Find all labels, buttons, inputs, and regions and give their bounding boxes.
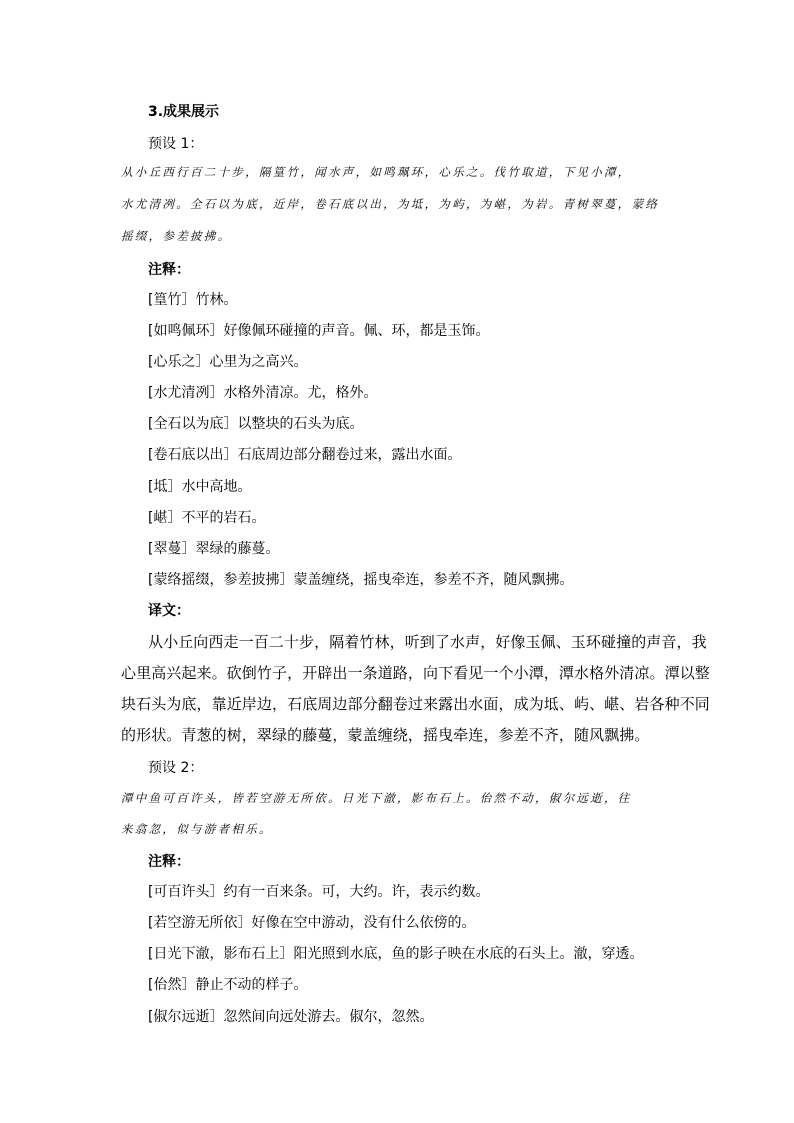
note-item: [篁竹］竹林。: [148, 292, 238, 308]
preset-1-label: 预设 1：: [148, 136, 204, 152]
section-title: 3.成果展示: [148, 104, 220, 120]
note-item: [水尤清冽］水格外清凉。尤，格外。: [148, 385, 378, 401]
translation-line: 块石头为底，靠近岸边，石底周边部分翻卷过来露出水面，成为坻、屿、嵁、岩各种不同: [121, 695, 710, 713]
note-item: [日光下澈，影布石上］阳光照到水底，鱼的影子映在水底的石头上。澈，穿透。: [148, 946, 644, 962]
preset-2-label: 预设 2：: [148, 760, 204, 776]
note-item: [心乐之］心里为之高兴。: [148, 354, 308, 370]
note-item: [卷石底以出］石底周边部分翻卷过来，露出水面。: [148, 447, 462, 463]
note-item: [佁然］静止不动的样子。: [148, 977, 308, 993]
note-item: [可百许头］约有一百来条。可，大约。许，表示约数。: [148, 884, 490, 900]
preset-1-text-line: 水尤清冽。全石以为底，近岸，卷石底以出，为坻，为屿，为嵁，为岩。青树翠蔓，蒙络: [121, 197, 660, 211]
preset-1-text-line: 从小丘西行百二十步，隔篁竹，闻水声，如鸣珮环，心乐之。伐竹取道，下见小潭，: [121, 165, 632, 179]
preset-1-notes-heading: 注释：: [148, 262, 190, 278]
note-item: [俶尔远逝］忽然间向远处游去。俶尔，忽然。: [148, 1009, 434, 1025]
note-item: [蒙络摇缀，参差披拂］蒙盖缠绕，摇曳牵连，参差不齐，随风飘拂。: [148, 572, 574, 588]
translation-line: 心里高兴起来。砍倒竹子，开辟出一条道路，向下看见一个小潭，潭水格外清凉。潭以整: [121, 664, 710, 682]
note-item: [如鸣佩环］好像佩环碰撞的声音。佩、环，都是玉饰。: [148, 323, 490, 339]
note-item: [坻］水中高地。: [148, 479, 252, 495]
preset-1-text-line: 摇缀，参差披拂。: [121, 229, 232, 243]
note-item: [翠蔓］翠绿的藤蔓。: [148, 541, 280, 557]
note-item: [嵁］不平的岩石。: [148, 510, 266, 526]
translation-line: 的形状。青葱的树，翠绿的藤蔓，蒙盖缠绕，摇曳牵连，参差不齐，随风飘拂。: [121, 726, 650, 744]
preset-2-notes-heading: 注释：: [148, 854, 190, 870]
preset-2-text-line: 来翕忽，似与游者相乐。: [121, 822, 273, 836]
translation-line: 从小丘向西走一百二十步，隔着竹林，听到了水声，好像玉佩、玉环碰撞的声音，我: [148, 633, 707, 651]
note-item: [全石以为底］以整块的石头为底。: [148, 416, 364, 432]
translation-heading: 译文：: [148, 603, 190, 619]
preset-2-text-line: 潭中鱼可百许头，皆若空游无所依。日光下澈，影布石上。佁然不动，俶尔远逝，往: [121, 791, 632, 805]
note-item: [若空游无所依］好像在空中游动，没有什么依傍的。: [148, 915, 476, 931]
